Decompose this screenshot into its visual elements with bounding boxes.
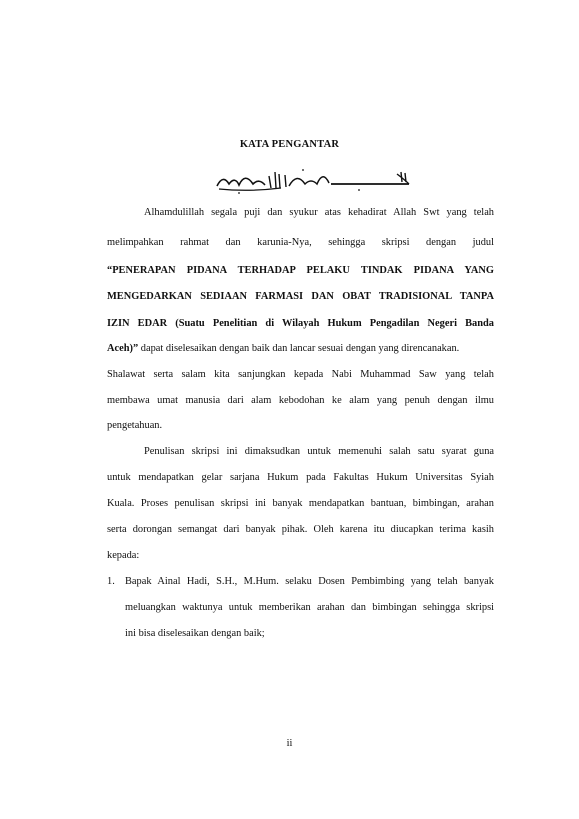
basmalah-calligraphy (209, 166, 414, 196)
body-line: Penulisan skripsi ini dimaksudkan untuk memenuhi salah satu syarat guna (144, 446, 494, 457)
list-number: 1. (107, 576, 115, 587)
list-item-line: meluangkan waktunya untuk memberikan arahan dan bimbingan sehingga skripsi (125, 602, 494, 613)
body-line: IZIN EDAR (Suatu Penelitian di Wilayah Hukum Pengadilan Negeri Banda (107, 318, 494, 329)
body-line: MENGEDARKAN SEDIAAN FARMASI DAN OBAT TRADISIONAL TANPA (107, 291, 494, 302)
body-line: untuk mendapatkan gelar sarjana Hukum pada Fakultas Hukum Universitas Syiah (107, 472, 494, 483)
title-continuation: dapat diselesaikan dengan baik dan lancar sesuai dengan yang direncanakan. (138, 343, 460, 354)
list-item-line: Bapak Ainal Hadi, S.H., M.Hum. selaku Dosen Pembimbing yang telah banyak (125, 576, 494, 587)
list-item-line: ini bisa diselesaikan dengan baik; (125, 628, 265, 639)
title-end: Aceh)” (107, 343, 139, 354)
body-line: “PENERAPAN PIDANA TERHADAP PELAKU TINDAK PIDANA YANG (107, 265, 494, 276)
body-line: Alhamdulillah segala puji dan syukur atas kehadirat Allah Swt yang telah (144, 207, 494, 218)
body-line-mixed (107, 342, 494, 356)
body-line: serta dorongan semangat dari banyak pihak. Oleh karena itu diucapkan terima kasih (107, 524, 494, 535)
body-line: Kuala. Proses penulisan skripsi ini banyak mendapatkan bantuan, bimbingan, arahan (107, 498, 494, 509)
body-line: kepada: (107, 550, 140, 561)
body-line: membawa umat manusia dari alam kebodohan ke alam yang penuh dengan ilmu (107, 395, 494, 406)
page-number: ii (286, 738, 293, 749)
body-line: pengetahuan. (107, 420, 163, 431)
body-line: melimpahkan rahmat dan karunia-Nya, sehingga skripsi dengan judul (107, 237, 494, 248)
page-title: KATA PENGANTAR (239, 139, 340, 150)
body-line: Shalawat serta salam kita sanjungkan kepada Nabi Muhammad Saw yang telah (107, 369, 494, 380)
